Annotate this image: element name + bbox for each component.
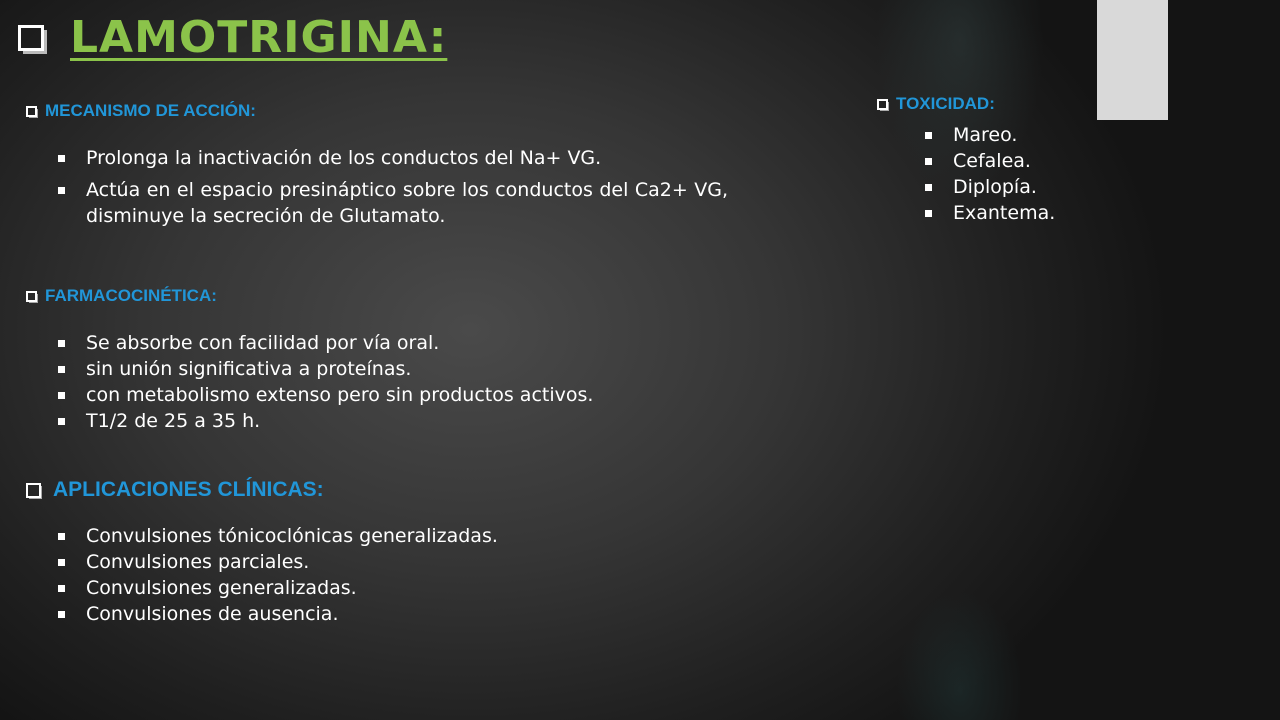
square-bullet-icon: [925, 132, 932, 139]
section-heading-aplicaciones: [26, 478, 324, 502]
list-item: Exantema.: [925, 200, 1165, 226]
list-aplicaciones: [58, 523, 758, 627]
section-heading-text: MECANISMO DE ACCIÓN:: [45, 101, 256, 120]
list-item: Convulsiones de ausencia.: [58, 601, 758, 627]
checkbox-bullet-icon: [18, 25, 44, 51]
square-bullet-icon: [925, 158, 932, 165]
checkbox-bullet-icon: [877, 99, 888, 110]
list-item: Cefalea.: [925, 148, 1165, 174]
square-bullet-icon: [58, 611, 65, 618]
checkbox-bullet-icon: [26, 106, 37, 117]
square-bullet-icon: [58, 340, 65, 347]
list-item: con metabolismo extenso pero sin productos activos.: [58, 382, 758, 408]
square-bullet-icon: [925, 184, 932, 191]
square-bullet-icon: [58, 155, 65, 162]
section-heading-farmacocinetica: [26, 286, 217, 306]
slide-title: LAMOTRIGINA:: [70, 12, 448, 63]
section-heading-toxicidad: [877, 94, 995, 114]
square-bullet-icon: [58, 585, 65, 592]
list-item: Actúa en el espacio presináptico sobre los conductos del Ca2+ VG, disminuye la secreción de Glutamato.: [58, 177, 728, 229]
checkbox-bullet-icon: [26, 483, 41, 498]
square-bullet-icon: [58, 392, 65, 399]
list-item: Se absorbe con facilidad por vía oral.: [58, 330, 758, 356]
list-item: Convulsiones generalizadas.: [58, 575, 758, 601]
square-bullet-icon: [58, 418, 65, 425]
list-mecanismo: [58, 145, 728, 229]
slide-title-row: [18, 8, 447, 68]
square-bullet-icon: [58, 533, 65, 540]
list-farmacocinetica: [58, 330, 758, 434]
decorative-rectangle: [1097, 0, 1168, 120]
square-bullet-icon: [58, 559, 65, 566]
list-item: Convulsiones parciales.: [58, 549, 758, 575]
list-item: Convulsiones tónicoclónicas generalizadas.: [58, 523, 758, 549]
section-heading-text: TOXICIDAD:: [896, 94, 995, 113]
list-item: Diplopía.: [925, 174, 1165, 200]
square-bullet-icon: [58, 187, 65, 194]
square-bullet-icon: [58, 366, 65, 373]
checkbox-bullet-icon: [26, 291, 37, 302]
square-bullet-icon: [925, 210, 932, 217]
section-heading-text: FARMACOCINÉTICA:: [45, 286, 217, 305]
list-item: sin unión significativa a proteínas.: [58, 356, 758, 382]
list-item: Mareo.: [925, 122, 1165, 148]
section-heading-text: APLICACIONES CLÍNICAS:: [53, 478, 324, 501]
section-heading-mecanismo: [26, 101, 256, 121]
list-item: T1/2 de 25 a 35 h.: [58, 408, 758, 434]
list-item: Prolonga la inactivación de los conductos del Na+ VG.: [58, 145, 728, 171]
list-toxicidad: [925, 122, 1165, 226]
